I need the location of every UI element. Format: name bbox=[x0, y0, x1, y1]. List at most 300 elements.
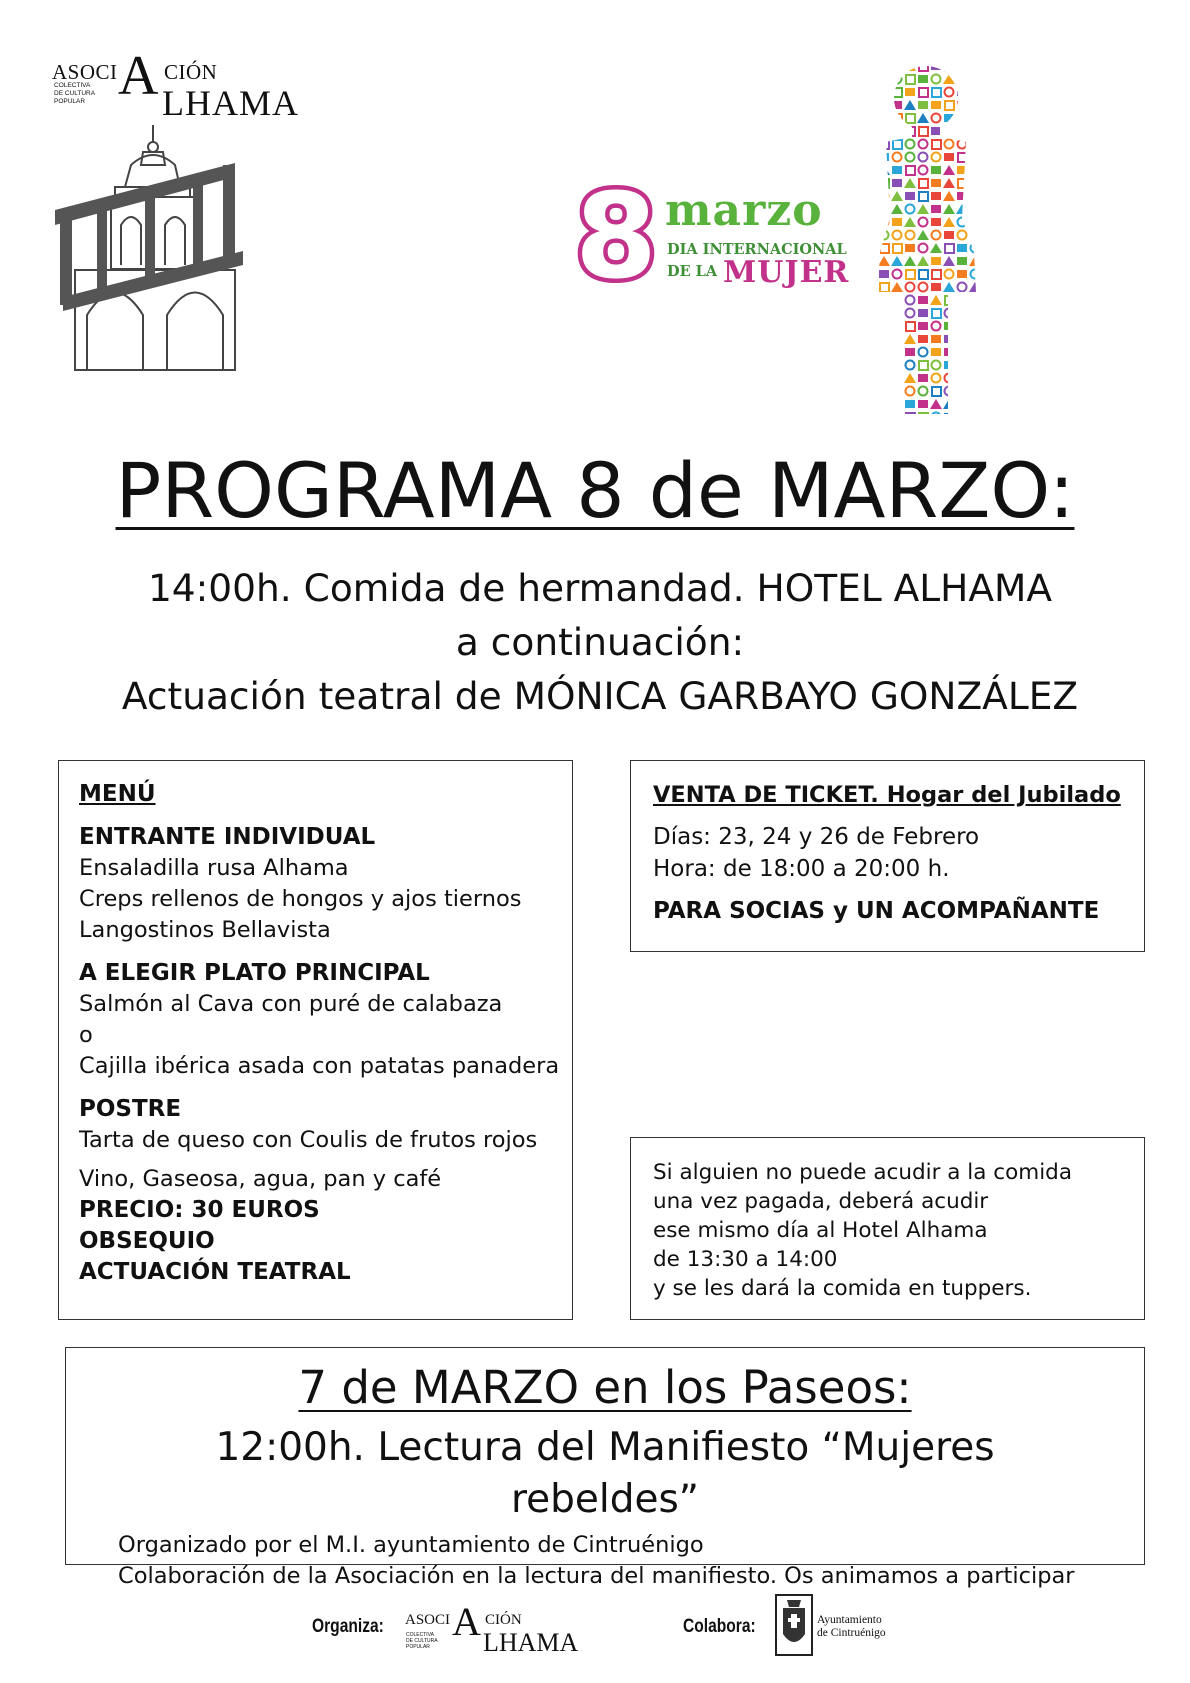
mosaic-icon bbox=[944, 231, 954, 239]
mosaic-icon bbox=[984, 88, 993, 97]
notice-line: de 13:30 a 14:00 bbox=[653, 1247, 838, 1272]
mosaic-icon bbox=[904, 373, 916, 383]
mosaic-icon bbox=[892, 218, 902, 226]
mosaic-icon bbox=[918, 400, 928, 408]
mosaic-icon bbox=[879, 296, 889, 304]
mosaic-icon bbox=[891, 321, 903, 331]
logo-big-a: A bbox=[118, 45, 159, 107]
mosaic-icon bbox=[905, 88, 915, 96]
mosaic-icon bbox=[984, 179, 993, 188]
mosaic-icon bbox=[944, 153, 954, 161]
mosaic-icon bbox=[945, 88, 954, 97]
mosaic-icon bbox=[878, 334, 890, 344]
mosaic-icon bbox=[971, 244, 980, 253]
mosaic-icon bbox=[958, 387, 967, 396]
mosaic-icon bbox=[891, 334, 903, 344]
footer-organiza-label: Organiza: bbox=[312, 1616, 384, 1637]
mosaic-icon bbox=[932, 309, 941, 318]
mosaic-icon bbox=[984, 283, 993, 292]
mosaic-icon bbox=[932, 361, 941, 370]
mosaic-icon bbox=[958, 335, 967, 344]
mosaic-icon bbox=[957, 413, 967, 420]
ticket-sale-hours: Hora: de 18:00 a 20:00 h. bbox=[653, 856, 950, 882]
mosaic-icon bbox=[983, 309, 993, 317]
mosaic-icon bbox=[971, 166, 980, 175]
mosaic-icon bbox=[893, 88, 902, 97]
mosaic-icon bbox=[893, 400, 902, 409]
mosaic-icon bbox=[893, 244, 902, 253]
mosaic-icon bbox=[945, 374, 954, 383]
mosaic-icon bbox=[880, 283, 889, 292]
mosaic-icon bbox=[969, 256, 981, 266]
mosaic-icon bbox=[893, 140, 902, 149]
mosaic-icon bbox=[984, 114, 993, 123]
mosaic-icon bbox=[905, 244, 915, 252]
mosaic-icon bbox=[880, 361, 889, 370]
menu-item: Cajilla ibérica asada con patatas panadera bbox=[79, 1053, 560, 1079]
ayuntamiento-name: Ayuntamiento de Cintruénigo bbox=[817, 1614, 886, 1639]
ticket-sale-box bbox=[630, 760, 1145, 952]
mosaic-icon bbox=[984, 322, 993, 331]
mosaic-icon bbox=[930, 243, 942, 253]
mosaic-icon bbox=[969, 87, 981, 97]
page-title: PROGRAMA 8 de MARZO: bbox=[115, 446, 1075, 535]
mosaic-icon bbox=[905, 348, 915, 356]
mosaic-icon bbox=[880, 179, 889, 188]
mosaic-icon bbox=[880, 101, 889, 110]
mosaic-icon bbox=[945, 296, 954, 305]
mosaic-icon bbox=[893, 231, 902, 240]
mosaic-icon bbox=[957, 127, 967, 135]
mosaic-icon bbox=[970, 335, 980, 343]
mosaic-icon bbox=[971, 296, 980, 305]
mosaic-icon bbox=[969, 217, 981, 227]
mosaic-icon bbox=[919, 166, 928, 175]
mosaic-icon bbox=[931, 127, 941, 135]
mosaic-icon bbox=[984, 75, 993, 84]
mosaic-icon bbox=[919, 283, 928, 292]
logo-dia-internacional: DIA INTERNACIONAL bbox=[667, 241, 847, 258]
mosaic-icon bbox=[931, 192, 941, 200]
menu-item: o bbox=[79, 1022, 93, 1048]
ticket-sale-heading: VENTA DE TICKET. Hogar del Jubilado bbox=[653, 782, 1121, 808]
mosaic-icon bbox=[932, 231, 941, 240]
8-marzo-logo bbox=[575, 167, 865, 315]
mosaic-icon bbox=[957, 348, 967, 356]
mosaic-icon bbox=[931, 166, 941, 174]
mosaic-icon bbox=[919, 387, 928, 396]
mosaic-icon bbox=[879, 153, 889, 161]
menu-item: Tarta de queso con Coulis de frutos rojos bbox=[79, 1127, 538, 1153]
mosaic-icon bbox=[970, 140, 980, 148]
entrante-heading: ENTRANTE INDIVIDUAL bbox=[79, 824, 376, 850]
mosaic-icon bbox=[945, 387, 954, 396]
mosaic-icon bbox=[879, 88, 889, 96]
mosaic-icon bbox=[969, 282, 981, 292]
mosaic-icon bbox=[944, 322, 954, 330]
logo-lhama-text: LHAMA bbox=[483, 1628, 579, 1657]
mosaic-icon bbox=[918, 75, 928, 83]
postre-heading: POSTRE bbox=[79, 1096, 182, 1122]
logo-number-eight: 8 bbox=[575, 167, 658, 305]
mosaic-icon bbox=[931, 283, 941, 291]
mosaic-icon bbox=[957, 101, 967, 109]
mosaic-icon bbox=[919, 62, 928, 71]
mosaic-icon bbox=[880, 244, 889, 253]
mosaic-icon bbox=[878, 165, 890, 175]
mosaic-icon bbox=[904, 217, 916, 227]
mosaic-icon bbox=[917, 204, 929, 214]
mosaic-icon bbox=[982, 126, 994, 136]
mosaic-icon bbox=[880, 192, 889, 201]
mosaic-icon bbox=[880, 374, 889, 383]
mosaic-icon bbox=[957, 322, 967, 330]
actuacion-line: ACTUACIÓN TEATRAL bbox=[79, 1259, 351, 1285]
notice-line: Si alguien no puede acudir a la comida bbox=[653, 1160, 1072, 1185]
mosaic-icon bbox=[918, 101, 928, 109]
menu-box bbox=[58, 760, 573, 1320]
mosaic-icon bbox=[932, 114, 941, 123]
mosaic-icon bbox=[880, 218, 889, 227]
mosaic-icon bbox=[891, 347, 903, 357]
mosaic-icon bbox=[984, 101, 993, 110]
mosaic-icon bbox=[958, 283, 967, 292]
notice-line: y se les dará la comida en tuppers. bbox=[653, 1276, 1032, 1301]
mosaic-icon bbox=[892, 166, 902, 174]
mosaic-icon bbox=[931, 335, 941, 343]
mosaic-icon bbox=[893, 75, 902, 84]
mosaic-icon bbox=[957, 257, 967, 265]
mosaic-icon bbox=[906, 75, 915, 84]
mosaic-icon bbox=[892, 127, 902, 135]
mosaic-icon bbox=[906, 231, 915, 240]
logo-asoc-text: ASOCI bbox=[405, 1612, 451, 1628]
mosaic-icon bbox=[945, 127, 954, 136]
mosaic-icon bbox=[893, 62, 902, 71]
mosaic-icon bbox=[918, 335, 928, 343]
mosaic-icon bbox=[917, 230, 929, 240]
mosaic-icon bbox=[945, 101, 954, 110]
mosaic-icon bbox=[931, 101, 941, 109]
logo-mujer: MUJER bbox=[723, 255, 850, 290]
mosaic-icon bbox=[906, 283, 915, 292]
mosaic-icon bbox=[906, 140, 915, 149]
mosaic-icon bbox=[983, 140, 993, 148]
mosaic-icon bbox=[906, 361, 915, 370]
paseos-subtitle: 12:00h. Lectura del Manifiesto “Mujeres rebeldes” bbox=[215, 1425, 995, 1522]
mosaic-icon bbox=[880, 205, 889, 214]
mosaic-icon bbox=[931, 205, 941, 213]
mosaic-icon bbox=[957, 166, 967, 174]
mosaic-icon bbox=[932, 153, 941, 162]
mosaic-icon bbox=[878, 61, 890, 71]
mosaic-icon bbox=[932, 270, 941, 279]
ticket-sale-socias: PARA SOCIAS y UN ACOMPAÑANTE bbox=[653, 898, 1100, 924]
mosaic-icon bbox=[943, 165, 955, 175]
mosaic-icon bbox=[971, 413, 980, 421]
mosaic-icon bbox=[880, 140, 889, 149]
mosaic-icon bbox=[971, 205, 980, 214]
mosaic-icon bbox=[932, 387, 941, 396]
mosaic-icon bbox=[957, 270, 967, 278]
mosaic-icon bbox=[971, 192, 980, 201]
mosaic-icon bbox=[930, 295, 942, 305]
mosaic-icon bbox=[944, 114, 954, 122]
mosaic-icon bbox=[944, 413, 954, 420]
mosaic-icon bbox=[943, 74, 955, 84]
logo-small-lines: COLECTIVA DE CULTURA POPULAR bbox=[54, 82, 96, 105]
mosaic-icon bbox=[892, 387, 902, 395]
mosaic-icon bbox=[984, 153, 993, 162]
mosaic-icon bbox=[969, 399, 981, 409]
mosaic-icon bbox=[906, 114, 915, 123]
mosaic-icon bbox=[904, 61, 916, 71]
mosaic-icon bbox=[879, 75, 889, 83]
mosaic-icon bbox=[932, 75, 941, 84]
program-line-comida: 14:00h. Comida de hermandad. HOTEL ALHAMA bbox=[147, 566, 1053, 610]
mosaic-icon bbox=[943, 178, 955, 188]
principal-heading: A ELEGIR PLATO PRINCIPAL bbox=[79, 960, 430, 986]
mosaic-icon bbox=[958, 140, 967, 149]
mosaic-icon bbox=[879, 270, 889, 278]
mosaic-icon bbox=[957, 88, 967, 96]
mosaic-icon bbox=[919, 88, 928, 97]
mosaic-icon bbox=[957, 114, 967, 122]
mosaic-icon bbox=[970, 322, 980, 330]
precio-line: PRECIO: 30 EUROS bbox=[79, 1197, 320, 1223]
mosaic-icon bbox=[892, 309, 902, 317]
mosaic-icon bbox=[971, 127, 980, 136]
mosaic-icon bbox=[891, 282, 903, 292]
mosaic-icon bbox=[891, 373, 903, 383]
footer-colabora-label: Colabora: bbox=[683, 1616, 756, 1637]
mosaic-icon bbox=[932, 140, 941, 149]
mosaic-icon bbox=[919, 140, 928, 149]
ayuntamiento-logo bbox=[775, 1594, 905, 1658]
notice-line: ese mismo día al Hotel Alhama bbox=[653, 1218, 988, 1243]
notice-line: una vez pagada, deberá acudir bbox=[653, 1189, 989, 1214]
mosaic-icon bbox=[919, 270, 928, 279]
logo-asoc-text: ASOCI bbox=[52, 60, 118, 84]
mosaic-icon bbox=[983, 205, 993, 213]
menu-item: Langostinos Bellavista bbox=[79, 917, 331, 943]
mosaic-icon bbox=[906, 270, 915, 279]
mosaic-icon bbox=[932, 88, 941, 97]
mosaic-icon bbox=[944, 335, 954, 343]
menu-item: Ensaladilla rusa Alhama bbox=[79, 855, 349, 881]
mosaic-icon bbox=[958, 231, 967, 240]
mosaic-icon bbox=[984, 192, 993, 201]
mosaic-icon bbox=[984, 413, 993, 420]
logo-cion-text: CIÓN bbox=[485, 1612, 522, 1628]
mosaic-icon bbox=[956, 204, 968, 214]
menu-heading: MENÚ bbox=[79, 781, 156, 807]
mosaic-icon bbox=[893, 296, 902, 305]
mosaic-icon bbox=[958, 153, 967, 162]
mosaic-icon bbox=[918, 322, 928, 330]
mosaic-icon bbox=[944, 361, 954, 369]
mosaic-icon bbox=[945, 270, 954, 279]
mosaic-icon bbox=[930, 399, 942, 409]
mosaic-icon bbox=[918, 309, 928, 317]
mosaic-icon bbox=[943, 282, 955, 292]
mosaic-icon bbox=[945, 140, 954, 149]
mosaic-icon bbox=[879, 322, 889, 330]
mosaic-icon bbox=[906, 296, 915, 305]
logo-cion-text: CIÓN bbox=[164, 60, 218, 84]
mosaic-icon bbox=[943, 217, 955, 227]
mosaic-icon bbox=[984, 62, 993, 71]
mosaic-icon bbox=[932, 374, 941, 383]
mosaic-icon bbox=[971, 101, 980, 110]
mosaic-icon bbox=[878, 386, 890, 396]
mosaic-icon bbox=[945, 309, 954, 318]
mosaic-icon bbox=[982, 243, 994, 253]
mosaic-icon bbox=[958, 218, 967, 227]
mosaic-icon bbox=[904, 100, 916, 110]
mosaic-icon bbox=[891, 204, 903, 214]
mosaic-icon bbox=[970, 348, 980, 356]
paseos-organizer-line: Organizado por el M.I. ayuntamiento de Cintruénigo bbox=[118, 1532, 704, 1558]
mosaic-icon bbox=[919, 413, 928, 420]
mosaic-icon bbox=[905, 192, 915, 200]
mosaic-icon bbox=[958, 62, 967, 71]
mosaic-icon bbox=[956, 308, 968, 318]
mosaic-icon bbox=[984, 296, 993, 305]
mosaic-icon bbox=[917, 113, 929, 123]
program-line-continuacion: a continuación: bbox=[455, 620, 745, 664]
mosaic-icon bbox=[984, 400, 993, 409]
mosaic-icon bbox=[943, 204, 955, 214]
mosaic-icon bbox=[893, 413, 902, 420]
mosaic-icon bbox=[878, 347, 890, 357]
mosaic-icon bbox=[906, 127, 915, 136]
church-tower-illustration bbox=[55, 125, 250, 380]
asociacion-alhama-logo bbox=[52, 45, 299, 123]
mosaic-icon bbox=[892, 101, 902, 109]
ticket-sale-days: Días: 23, 24 y 26 de Febrero bbox=[653, 824, 980, 850]
logo-month-marzo: marzo bbox=[665, 185, 823, 236]
mosaic-icon bbox=[957, 75, 967, 83]
mosaic-icon bbox=[958, 179, 967, 188]
mosaic-icon bbox=[945, 244, 954, 253]
mosaic-icon bbox=[906, 413, 915, 420]
mosaic-icon bbox=[879, 127, 889, 135]
mosaic-icon bbox=[904, 334, 916, 344]
mosaic-icon bbox=[906, 387, 915, 396]
mosaic-icon bbox=[906, 322, 915, 331]
mosaic-icon bbox=[906, 309, 915, 318]
mosaic-icon bbox=[919, 192, 928, 201]
mosaic-icon bbox=[892, 179, 902, 187]
mosaic-icon bbox=[919, 218, 928, 227]
mosaic-icon bbox=[943, 399, 955, 409]
mosaic-icon bbox=[880, 309, 889, 318]
mosaic-icon bbox=[984, 361, 993, 370]
mosaic-icon bbox=[932, 322, 941, 331]
mosaic-icon bbox=[932, 413, 941, 421]
mosaic-icon bbox=[970, 231, 980, 239]
bebidas-line: Vino, Gaseosa, agua, pan y café bbox=[79, 1166, 442, 1192]
footer-asociacion-logo bbox=[405, 1599, 595, 1660]
mosaic-icon bbox=[944, 348, 954, 356]
logo-de-la: DE LA bbox=[667, 263, 718, 280]
mosaic-icon bbox=[918, 296, 928, 304]
mosaic-icon bbox=[880, 114, 889, 123]
mosaic-icon bbox=[893, 153, 902, 162]
mosaic-icon bbox=[984, 335, 993, 344]
mosaic-icon bbox=[906, 153, 915, 162]
mosaic-icon bbox=[905, 400, 915, 408]
mosaic-icon bbox=[971, 309, 980, 318]
mosaic-icon bbox=[918, 374, 928, 382]
mosaic-icon bbox=[931, 62, 941, 70]
mosaic-icon bbox=[983, 270, 993, 278]
mosaic-icon bbox=[945, 62, 954, 71]
mosaic-icon bbox=[931, 257, 941, 265]
mosaic-icon bbox=[893, 114, 902, 123]
mosaic-icon bbox=[943, 191, 955, 201]
mosaic-icon bbox=[904, 178, 916, 188]
mosaic-icon bbox=[919, 153, 928, 162]
mosaic-icon bbox=[983, 166, 993, 174]
mosaic-icon bbox=[971, 75, 980, 84]
mosaic-icon bbox=[891, 256, 903, 266]
paseos-title: 7 de MARZO en los Paseos: bbox=[298, 1361, 912, 1414]
mosaic-icon bbox=[958, 296, 967, 305]
paseos-collaboration-line: Colaboración de la Asociación en la lectura del manifiesto. Os animamos a participar bbox=[118, 1563, 1075, 1589]
mosaic-icon bbox=[971, 270, 980, 279]
mosaic-icon bbox=[906, 205, 915, 214]
mosaic-icon bbox=[943, 256, 955, 266]
woman-silhouette-icons-illustration bbox=[878, 60, 1068, 420]
mosaic-icon bbox=[957, 400, 967, 408]
obsequio-line: OBSEQUIO bbox=[79, 1228, 215, 1254]
mosaic-icon bbox=[982, 217, 994, 227]
mosaic-icon bbox=[880, 231, 889, 240]
mosaic-icon bbox=[958, 374, 967, 383]
mosaic-icon bbox=[893, 270, 902, 279]
program-line-actuacion: Actuación teatral de MÓNICA GARBAYO GONZÁLEZ bbox=[121, 674, 1079, 718]
mosaic-icon bbox=[984, 374, 993, 383]
notice-box bbox=[630, 1137, 1145, 1320]
mosaic-icon bbox=[878, 399, 890, 409]
coat-of-arms-icon bbox=[775, 1594, 813, 1656]
mosaic-icon bbox=[878, 256, 890, 266]
mosaic-icon bbox=[919, 348, 928, 357]
mosaic-icon bbox=[971, 62, 980, 71]
mosaic-icon bbox=[957, 192, 967, 200]
logo-small-lines: COLECTIVA DE CULTURA POPULAR bbox=[406, 1632, 438, 1650]
mosaic-icon bbox=[919, 244, 928, 253]
mosaic-icon bbox=[969, 152, 981, 162]
mosaic-icon bbox=[982, 256, 994, 266]
mosaic-icon bbox=[919, 127, 928, 136]
mosaic-icon bbox=[984, 387, 993, 396]
mosaic-icon bbox=[969, 113, 981, 123]
mosaic-icon bbox=[982, 230, 994, 240]
mosaic-icon bbox=[904, 256, 916, 266]
mosaic-icon bbox=[970, 361, 980, 369]
mosaic-icon bbox=[906, 166, 915, 175]
logo-lhama-text: LHAMA bbox=[162, 83, 299, 123]
mosaic-icon bbox=[931, 348, 941, 356]
mosaic-icon bbox=[971, 179, 980, 188]
mosaic-icon bbox=[956, 360, 968, 370]
mosaic-icon bbox=[919, 361, 928, 370]
mosaic-icon bbox=[971, 387, 980, 396]
mosaic-icon bbox=[931, 218, 941, 226]
